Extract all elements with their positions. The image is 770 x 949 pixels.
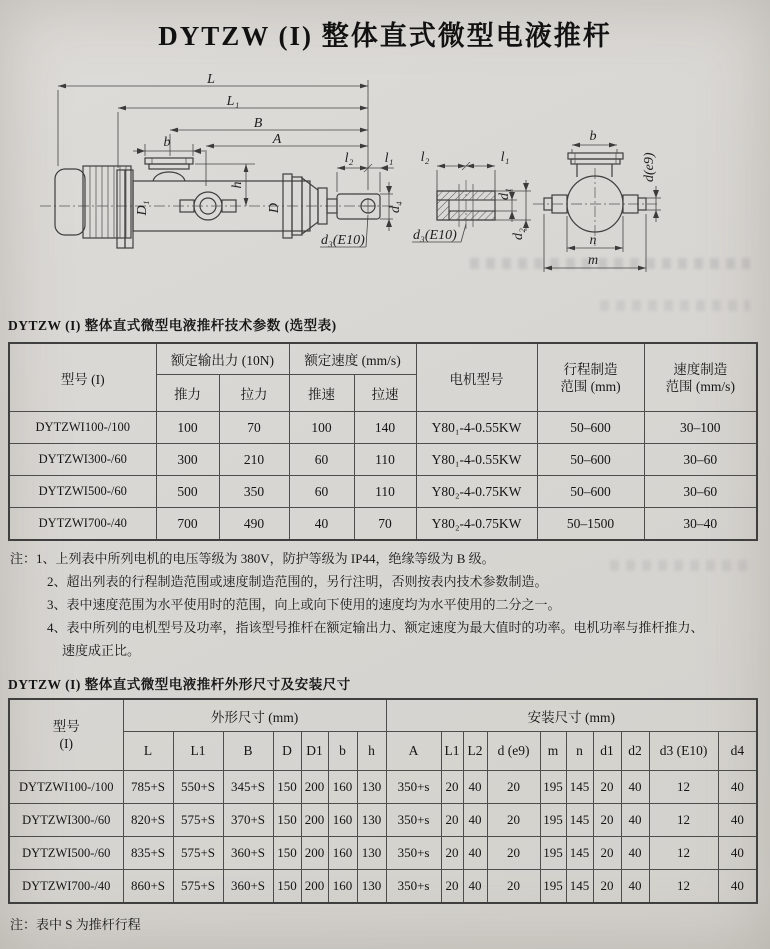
cell: 12 [649,870,718,904]
cell: 785+S [123,771,173,804]
cell: 30–60 [644,476,757,508]
fork-detail-drawing [412,150,531,243]
cell: 30–40 [644,508,757,541]
cell: 575+S [173,870,223,904]
cell: 160 [328,870,357,904]
cell: 345+S [223,771,273,804]
cell: 500 [156,476,219,508]
cell: 160 [328,804,357,837]
cell: 130 [357,870,386,904]
cell: 145 [566,870,593,904]
cell: 350+s [386,804,441,837]
cell: 12 [649,804,718,837]
dim-label-D1: D₁ [135,200,150,216]
cell: 20 [441,837,463,870]
note-item: 1、上列表中所列电机的电压等级为 380V，防护等级为 IP44，绝缘等级为 B 级。 [36,551,495,566]
cell: 110 [354,444,416,476]
header-pull-force: 拉力 [219,375,289,412]
table-row [9,804,757,837]
header-pull-speed: 拉速 [354,375,416,412]
cell: 835+S [123,837,173,870]
stroke-footnote: 注：表中 S 为推杆行程 [10,917,141,932]
header-motor: 电机型号 [416,343,537,412]
note-line: 速度成正比。 [62,643,141,658]
table-row [9,412,757,444]
col-header: d4 [718,732,757,771]
dim-label-l2: l₂ [344,151,354,166]
header-stroke-range-line1: 行程制造 [563,361,618,377]
dim-label-m: m [587,253,599,268]
col-header: h [357,732,386,771]
col-header: d1 [593,732,621,771]
cell: 60 [289,444,354,476]
cell: 40 [621,837,649,870]
cell: 60 [289,476,354,508]
header-model: 型号 (I) [9,343,156,412]
cell: 30–60 [644,444,757,476]
dim-label-l1: l₁ [500,150,510,165]
cell: 40 [718,804,757,837]
header-model-line1: 型号 [52,719,80,734]
dim-label-D: D [267,202,282,214]
cell: 70 [219,412,289,444]
cell: 350+s [386,837,441,870]
cell: 20 [487,870,540,904]
cell-model: DYTZWI700-/40 [9,870,123,904]
table-row [9,771,757,804]
header-model-line2: (I) [59,736,73,751]
col-header: D [273,732,301,771]
notes-block [10,547,704,662]
cell: 150 [273,837,301,870]
note-line [10,547,704,570]
cell: 575+S [173,837,223,870]
cell: Y80₂-4-0.75KW [416,476,537,508]
page-title: DYTZW (I) 整体直式微型电液推杆 [158,21,612,51]
dim-label-A: A [272,132,282,147]
col-header: m [540,732,566,771]
cell: 550+S [173,771,223,804]
cell: 150 [273,870,301,904]
cell: 350+s [386,771,441,804]
cell: 20 [441,870,463,904]
note-line: 4、表中所列的电机型号及功率，指该型号推杆在额定输出力、额定速度为最大值时的功率。电机功率与推杆推力、 [47,620,704,635]
dim-label-l2: l₂ [420,150,430,165]
cell: 860+S [123,870,173,904]
cell: 350+s [386,870,441,904]
cell: 160 [328,837,357,870]
col-header: L2 [463,732,487,771]
cell: 360+S [223,870,273,904]
cell: 50–600 [537,444,644,476]
col-header: A [386,732,441,771]
cell: 20 [593,804,621,837]
cell: 50–600 [537,476,644,508]
cell: 20 [487,837,540,870]
spec-table-caption: DYTZW (I) 整体直式微型电液推杆技术参数 (选型表) [8,318,337,333]
dimension-table [8,698,758,904]
cell: 110 [354,476,416,508]
dim-label-de9: d(e9) [642,152,657,182]
dim-label-h: h [230,181,245,189]
cell: 700 [156,508,219,541]
cell: 195 [540,804,566,837]
cell: 40 [718,870,757,904]
header-rated-speed: 额定速度 (mm/s) [289,343,416,375]
cell: 40 [463,837,487,870]
note-line: 3、表中速度范围为水平使用时的范围，向上或向下使用的速度均为水平使用的二分之一。 [47,597,561,612]
cell: 145 [566,804,593,837]
table-row [9,870,757,904]
cell: 360+S [223,837,273,870]
header-stroke-range-line2: 范围 (mm) [560,378,621,394]
spec-table [8,342,758,541]
col-header: d3 (E10) [649,732,718,771]
cell: 200 [301,804,328,837]
cell: 195 [540,771,566,804]
cell: 145 [566,771,593,804]
cell: 210 [219,444,289,476]
col-header: D1 [301,732,328,771]
cell: Y80₂-4-0.75KW [416,508,537,541]
cell: 490 [219,508,289,541]
cell-model: DYTZWI100-/100 [9,412,156,444]
header-install-dims: 安装尺寸 (mm) [386,699,757,732]
cell: 40 [718,837,757,870]
cell: 130 [357,804,386,837]
col-header: L [123,732,173,771]
cell-model: DYTZWI100-/100 [9,771,123,804]
header-speed-range [644,343,757,412]
dim-label-d3: d₃(E10) [321,233,365,248]
cell: 100 [289,412,354,444]
col-header: L1 [441,732,463,771]
col-header: d (e9) [487,732,540,771]
cell: 70 [354,508,416,541]
cell: 40 [621,870,649,904]
dim-label-n: n [589,233,597,248]
cell: 20 [593,771,621,804]
table-row [9,476,757,508]
cell: 30–100 [644,412,757,444]
col-header: B [223,732,273,771]
dim-label-L: L [207,74,215,87]
header-push-speed: 推速 [289,375,354,412]
cell: 20 [441,804,463,837]
cell: 145 [566,837,593,870]
cell-model: DYTZWI500-/60 [9,837,123,870]
dim-label-B: B [253,116,263,131]
cell: 20 [593,870,621,904]
cell: 200 [301,837,328,870]
table-row [9,837,757,870]
cell: 200 [301,771,328,804]
cell-model: DYTZWI500-/60 [9,476,156,508]
cell: 40 [621,771,649,804]
cell: 12 [649,771,718,804]
cell: 130 [357,837,386,870]
header-stroke-range [537,343,644,412]
dim-label-b: b [163,135,171,150]
cell: 40 [463,870,487,904]
cell: 40 [289,508,354,541]
cell: 150 [273,804,301,837]
header-model [9,699,123,771]
header-rated-force: 额定输出力 (10N) [156,343,289,375]
cell: 300 [156,444,219,476]
col-header: b [328,732,357,771]
cell: Y80₁-4-0.55KW [416,412,537,444]
cell: 350 [219,476,289,508]
dim-label-b: b [589,129,597,144]
end-view-drawing [533,129,661,272]
technical-drawings [15,74,760,312]
cell: 575+S [173,804,223,837]
cell: 40 [621,804,649,837]
cell: 20 [487,771,540,804]
cell: 20 [441,771,463,804]
side-view-drawing [40,74,403,248]
cell: Y80₁-4-0.55KW [416,444,537,476]
cell-model: DYTZWI700-/40 [9,508,156,541]
cell: 20 [487,804,540,837]
cell: 40 [718,771,757,804]
cell: 40 [463,804,487,837]
cell: 50–600 [537,412,644,444]
cell-model: DYTZWI300-/60 [9,444,156,476]
table-row [9,508,757,541]
dim-label-d3: d₃(E10) [413,228,457,243]
cell: 12 [649,837,718,870]
cell: 20 [593,837,621,870]
cell: 195 [540,870,566,904]
cell: 140 [354,412,416,444]
header-outer-dims: 外形尺寸 (mm) [123,699,386,732]
col-header: L1 [173,732,223,771]
dim-label-d1: d₁ [497,188,512,200]
header-push-force: 推力 [156,375,219,412]
note-label: 注： [10,551,37,566]
col-header: d2 [621,732,649,771]
cell: 150 [273,771,301,804]
cell: 40 [463,771,487,804]
dim-label-d4: d₄ [388,201,403,213]
cell: 50–1500 [537,508,644,541]
cell: 200 [301,870,328,904]
col-header: n [566,732,593,771]
cell: 820+S [123,804,173,837]
dim-label-l1: l₁ [384,151,394,166]
cell: 160 [328,771,357,804]
header-speed-range-line1: 速度制造 [673,361,728,377]
cell: 100 [156,412,219,444]
cell: 195 [540,837,566,870]
table-row [9,444,757,476]
dimension-table-caption: DYTZW (I) 整体直式微型电液推杆外形尺寸及安装尺寸 [8,677,351,692]
header-speed-range-line2: 范围 (mm/s) [665,378,735,394]
cell: 370+S [223,804,273,837]
dim-label-L1: L₁ [226,94,240,109]
cell-model: DYTZWI300-/60 [9,804,123,837]
note-line: 2、超出列表的行程制造范围或速度制造范围的，另行注明，否则按表内技术参数制造。 [47,574,548,589]
cell: 130 [357,771,386,804]
dim-label-d2: d₂ [511,228,526,240]
